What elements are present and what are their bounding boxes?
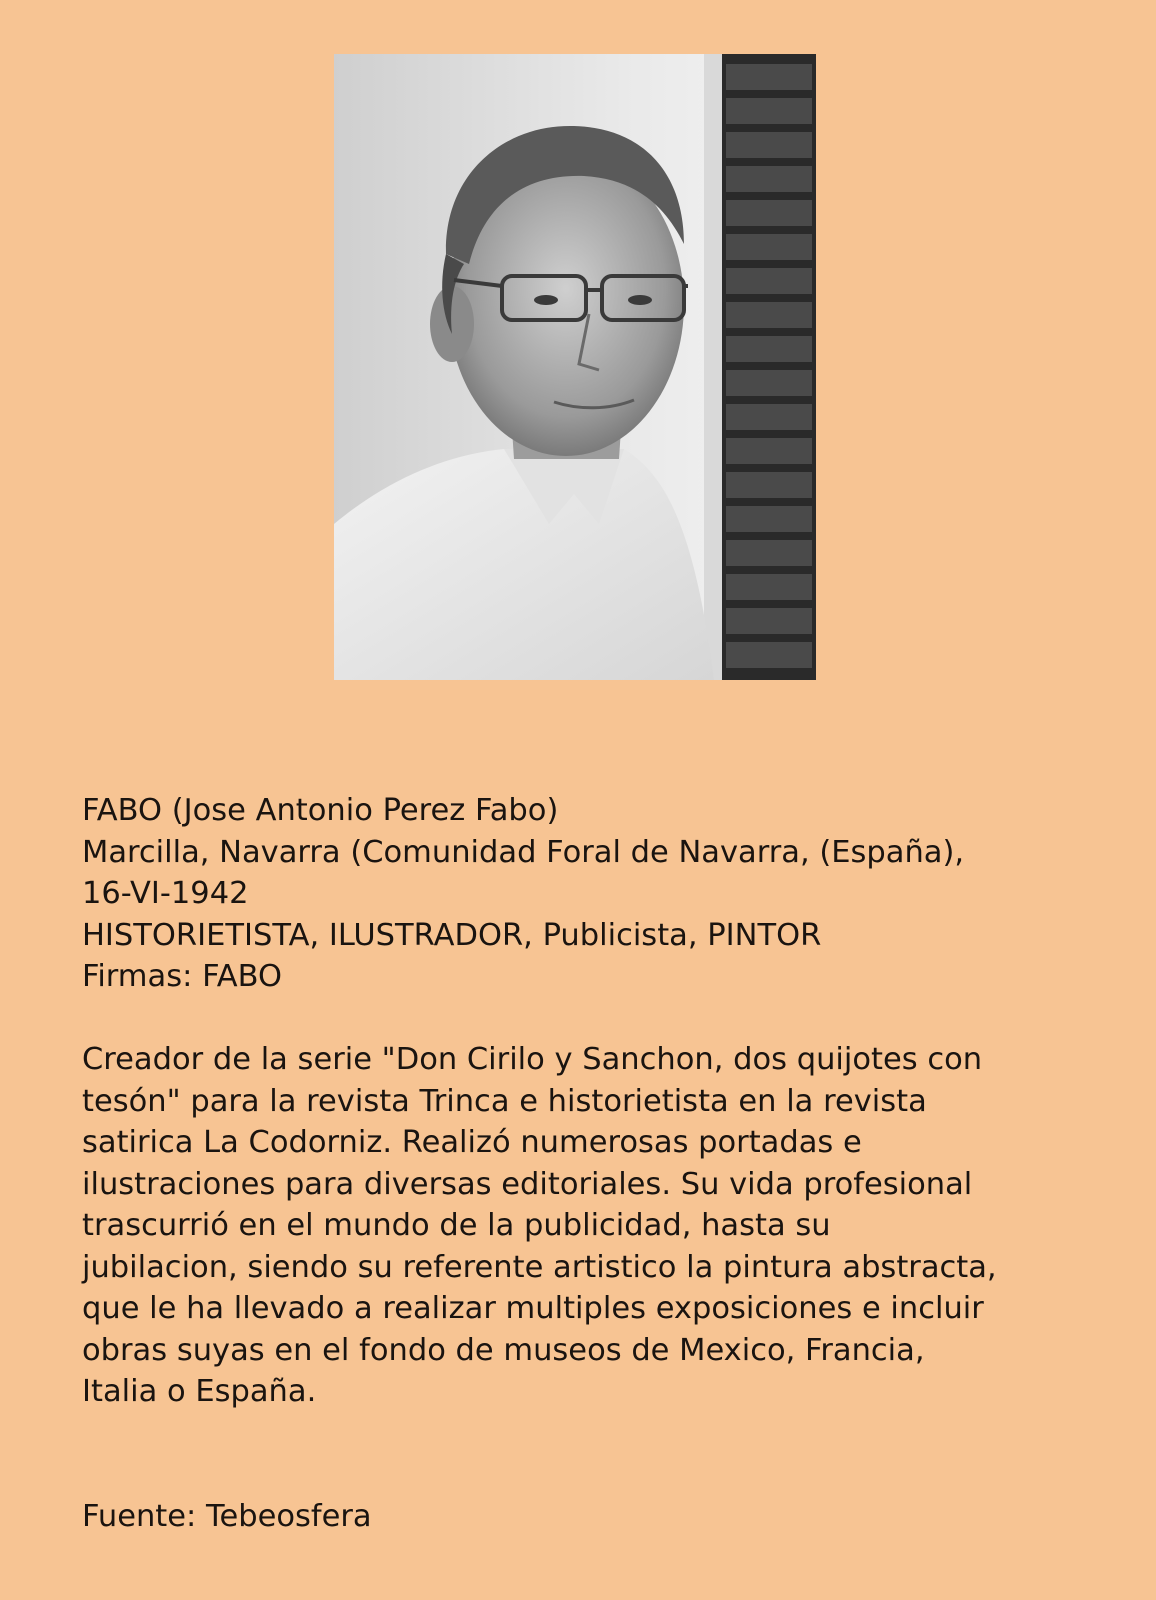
biography-line: Italia o España. bbox=[82, 1374, 317, 1409]
biography-block bbox=[82, 790, 1082, 1537]
biography-line: trascurrió en el mundo de la publicidad, hasta su bbox=[82, 1208, 831, 1243]
portrait-photo bbox=[334, 54, 816, 680]
biography-paragraph bbox=[82, 1039, 1082, 1413]
portrait-icon bbox=[334, 54, 816, 680]
biography-line: tesón" para la revista Trinca e historietista en la revista bbox=[82, 1083, 927, 1119]
biography-line: obras suyas en el fondo de museos de Mexico, Francia, bbox=[82, 1332, 925, 1368]
biography-line: jubilacion, siendo su referente artistico la pintura abstracta, bbox=[82, 1249, 997, 1285]
biography-line: satirica La Codorniz. Realizó numerosas portadas e bbox=[82, 1125, 862, 1160]
artist-name: FABO (Jose Antonio Perez Fabo) bbox=[82, 793, 559, 828]
biography-line: Creador de la serie "Don Cirilo y Sanchon, dos quijotes con bbox=[82, 1042, 983, 1077]
source-credit: Fuente: Tebeosfera bbox=[82, 1498, 372, 1534]
birthplace: Marcilla, Navarra (Comunidad Foral de Navarra, (España), bbox=[82, 834, 965, 870]
birthdate: 16-VI-1942 bbox=[82, 876, 249, 911]
signatures: Firmas: FABO bbox=[82, 959, 283, 994]
biography-line: que le ha llevado a realizar multiples exposiciones e incluir bbox=[82, 1291, 984, 1326]
professions: HISTORIETISTA, ILUSTRADOR, Publicista, PINTOR bbox=[82, 917, 822, 953]
biography-line: ilustraciones para diversas editoriales. Su vida profesional bbox=[82, 1166, 973, 1202]
